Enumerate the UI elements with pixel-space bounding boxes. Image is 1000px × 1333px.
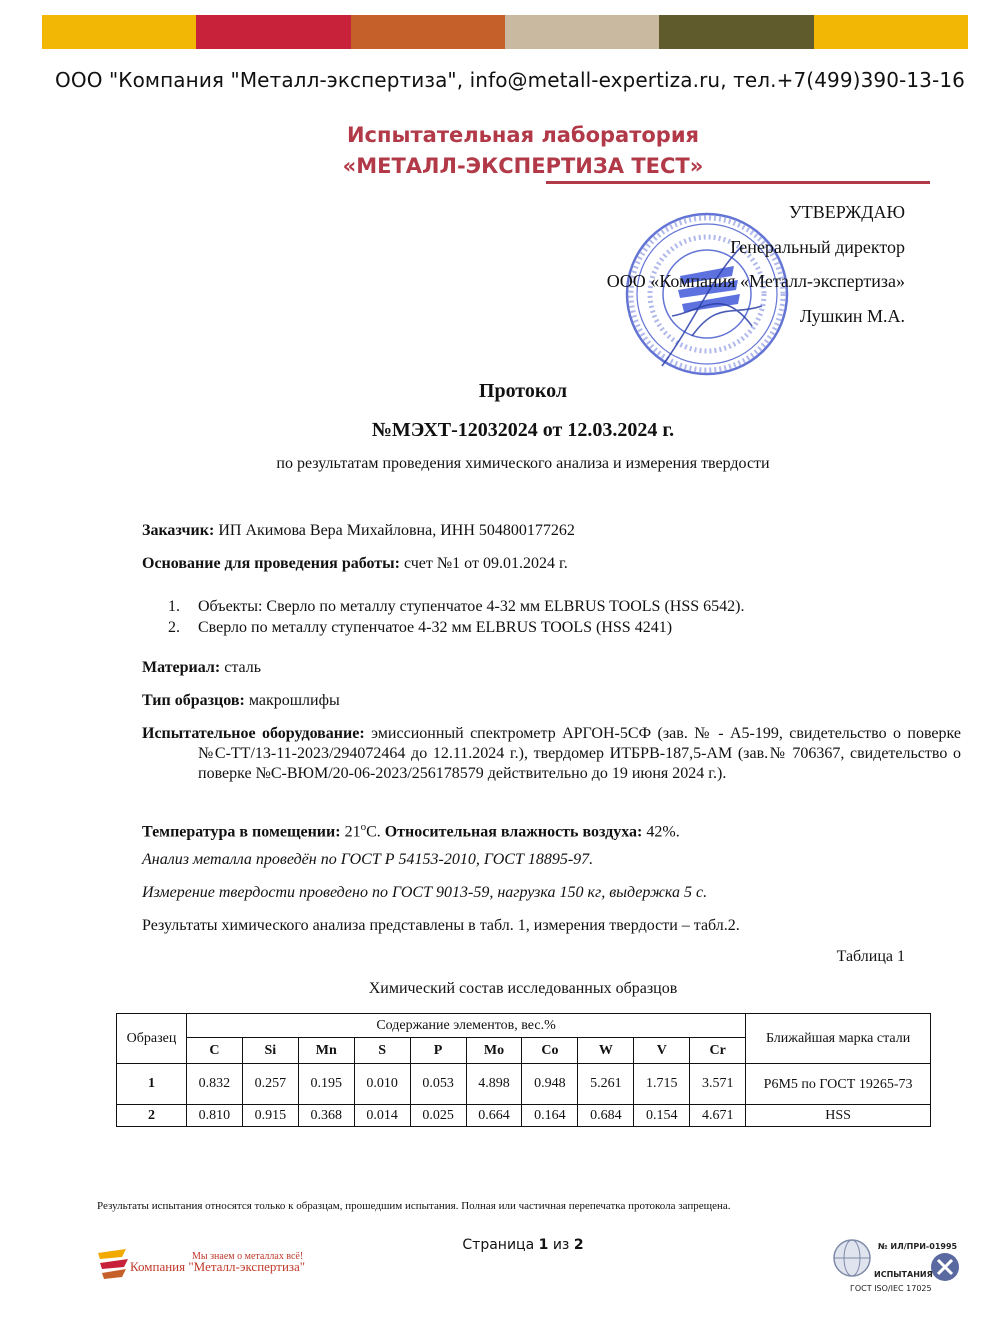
accreditation-globe-icon <box>832 1238 872 1278</box>
table-caption: Химический состав исследованных образцов <box>368 980 678 997</box>
table-cell-grade: HSS <box>746 1105 931 1127</box>
table-cell: 0.010 <box>354 1064 410 1105</box>
table-cell: 0.257 <box>242 1064 298 1105</box>
sample-type-label: Тип образцов: <box>142 692 245 709</box>
band-segment <box>351 15 505 49</box>
header-element: P <box>410 1038 466 1064</box>
basis-field <box>142 554 905 574</box>
table-cell: 0.664 <box>466 1105 522 1127</box>
table-cell: 4.898 <box>466 1064 522 1105</box>
accreditation-label: ИСПЫТАНИЯ <box>874 1270 933 1279</box>
page-mid: из <box>548 1237 574 1253</box>
material-value: сталь <box>220 659 262 676</box>
list-item-text: Сверло по металлу ступенчатое 4-32 мм ELBRUS TOOLS (HSS 4241) <box>198 619 673 636</box>
degree-mark: о <box>360 821 367 833</box>
list-item-number: 1. <box>168 598 180 615</box>
protocol-title: Протокол <box>478 380 568 402</box>
logo-company-name: Компания "Металл-экспертиза" <box>130 1259 306 1274</box>
footer-disclaimer: Результаты испытания относятся только к образцам, прошедшим испытания. Полная или частичная перепечатка протокола запрещена. <box>97 1200 731 1212</box>
header-color-band <box>42 15 968 49</box>
basis-value: счет №1 от 09.01.2024 г. <box>399 555 568 572</box>
lab-title-line1: Испытательная лаборатория <box>346 123 700 147</box>
hardness-standard-note <box>142 883 905 903</box>
table-cell: 0.810 <box>186 1105 242 1127</box>
header-element-content: Содержание элементов, вес.% <box>186 1014 745 1038</box>
humidity-value: 42%. <box>642 823 680 841</box>
table-cell-sample: 2 <box>117 1105 187 1127</box>
table-cell-grade: Р6М5 по ГОСТ 19265-73 <box>746 1064 931 1105</box>
results-reference-note: Результаты химического анализа представлены в табл. 1, измерения твердости – табл.2. <box>142 917 740 934</box>
protocol-number: №МЭХТ-12032024 от 12.03.2024 г. <box>371 419 675 441</box>
analysis-standard-note <box>142 850 905 870</box>
humidity-label: Относительная влажность воздуха: <box>380 823 643 841</box>
band-segment <box>42 15 196 49</box>
sample-type-field <box>142 691 905 711</box>
conditions-field <box>142 817 905 842</box>
header-element: W <box>578 1038 634 1064</box>
band-segment <box>505 15 659 49</box>
analysis-standard-text: Анализ металла проведён по ГОСТ Р 54153-2010, ГОСТ 18895-97. <box>142 851 594 868</box>
table-cell: 0.684 <box>578 1105 634 1127</box>
band-segment <box>814 15 968 49</box>
table-cell: 0.154 <box>634 1105 690 1127</box>
equipment-label: Испытательное оборудование: <box>142 725 365 742</box>
lab-title-line2: «МЕТАЛЛ-ЭКСПЕРТИЗА ТЕСТ» <box>342 154 704 178</box>
table-number-label: Таблица 1 <box>836 948 905 965</box>
table-cell: 0.014 <box>354 1105 410 1127</box>
header-element: Mo <box>466 1038 522 1064</box>
table-cell-sample: 1 <box>117 1064 187 1105</box>
basis-label: Основание для проведения работы: <box>142 555 400 572</box>
header-element: Mn <box>298 1038 354 1064</box>
band-segment <box>196 15 350 49</box>
list-item-number: 2. <box>168 619 180 636</box>
temperature-unit: С. <box>366 823 381 841</box>
table-cell: 0.025 <box>410 1105 466 1127</box>
list-item-text: Объекты: Сверло по металлу ступенчатое 4-32 мм ELBRUS TOOLS (HSS 6542). <box>198 598 745 615</box>
temperature-label: Температура в помещении: <box>142 823 341 841</box>
lab-title-divider <box>546 181 930 184</box>
header-element: V <box>634 1038 690 1064</box>
table-cell: 5.261 <box>578 1064 634 1105</box>
approval-organization: ООО «Компания «Металл-экспертиза» <box>606 271 905 291</box>
header-element: Si <box>242 1038 298 1064</box>
objects-list <box>168 596 744 638</box>
accreditation-standard: ГОСТ ISO/IEC 17025 <box>850 1284 932 1293</box>
protocol-subtitle: по результатам проведения химического анализа и измерения твердости <box>276 455 770 472</box>
approval-position: Генеральный директор <box>730 237 905 257</box>
table-cell: 0.948 <box>522 1064 578 1105</box>
material-label: Материал: <box>142 659 221 676</box>
band-segment <box>659 15 813 49</box>
header-sample: Образец <box>117 1014 187 1064</box>
table-cell: 4.671 <box>690 1105 746 1127</box>
lab-title <box>0 120 1000 182</box>
accreditation-badge <box>832 1236 972 1296</box>
customer-label: Заказчик: <box>142 522 215 539</box>
table-cell: 0.164 <box>522 1105 578 1127</box>
approval-heading: УТВЕРЖДАЮ <box>788 202 905 222</box>
approval-signatory: Лушкин М.А. <box>799 306 905 326</box>
material-field <box>142 658 905 678</box>
header-nearest-grade: Ближайшая марка стали <box>746 1014 931 1064</box>
sample-type-value: макрошлифы <box>244 692 340 709</box>
table-cell: 0.195 <box>298 1064 354 1105</box>
page-current: 1 <box>538 1237 549 1253</box>
header-element: Cr <box>690 1038 746 1064</box>
table-cell: 0.832 <box>186 1064 242 1105</box>
equipment-field <box>142 724 961 784</box>
table-row <box>117 1064 931 1105</box>
company-seal-stamp <box>622 206 792 382</box>
tools-icon <box>930 1252 960 1282</box>
page-prefix: Страница <box>462 1237 539 1253</box>
table-cell: 0.053 <box>410 1064 466 1105</box>
table-cell: 3.571 <box>690 1064 746 1105</box>
header-element: S <box>354 1038 410 1064</box>
page-total: 2 <box>573 1237 584 1253</box>
list-item <box>168 617 744 638</box>
table-cell: 0.915 <box>242 1105 298 1127</box>
table-cell: 1.715 <box>634 1064 690 1105</box>
header-element: Co <box>522 1038 578 1064</box>
hardness-standard-text: Измерение твердости проведено по ГОСТ 9013-59, нагрузка 150 кг, выдержка 5 с. <box>142 884 708 901</box>
table-row <box>117 1105 931 1127</box>
table-cell: 0.368 <box>298 1105 354 1127</box>
logo-slogan: Мы знаем о металлах всё! <box>192 1251 304 1262</box>
equipment-value: эмиссионный спектрометр АРГОН-5СФ (зав. № - А5-199, свидетельство о поверке №С-ТТ/13-11-2023/294072464 до 12.11.2024 г.), твердомер ИТБРВ-187,5-АМ (зав.№ 706367, свидетельство о поверке №С-ВЮМ/20-06-2023/256178579 действительно до 19 июня 2024 г.). <box>198 725 961 782</box>
customer-field <box>142 521 905 541</box>
temperature-value: 21 <box>340 823 361 841</box>
header-element: C <box>186 1038 242 1064</box>
list-item <box>168 596 744 617</box>
customer-value: ИП Акимова Вера Михайловна, ИНН 504800177262 <box>214 522 575 539</box>
chemical-composition-table <box>116 1013 931 1127</box>
company-contact-line: ООО "Компания "Металл-экспертиза", info@metall-expertiza.ru, тел.+7(499)390-13-16 <box>55 68 965 92</box>
accreditation-number: № ИЛ/ПРИ-01995 <box>878 1242 958 1251</box>
